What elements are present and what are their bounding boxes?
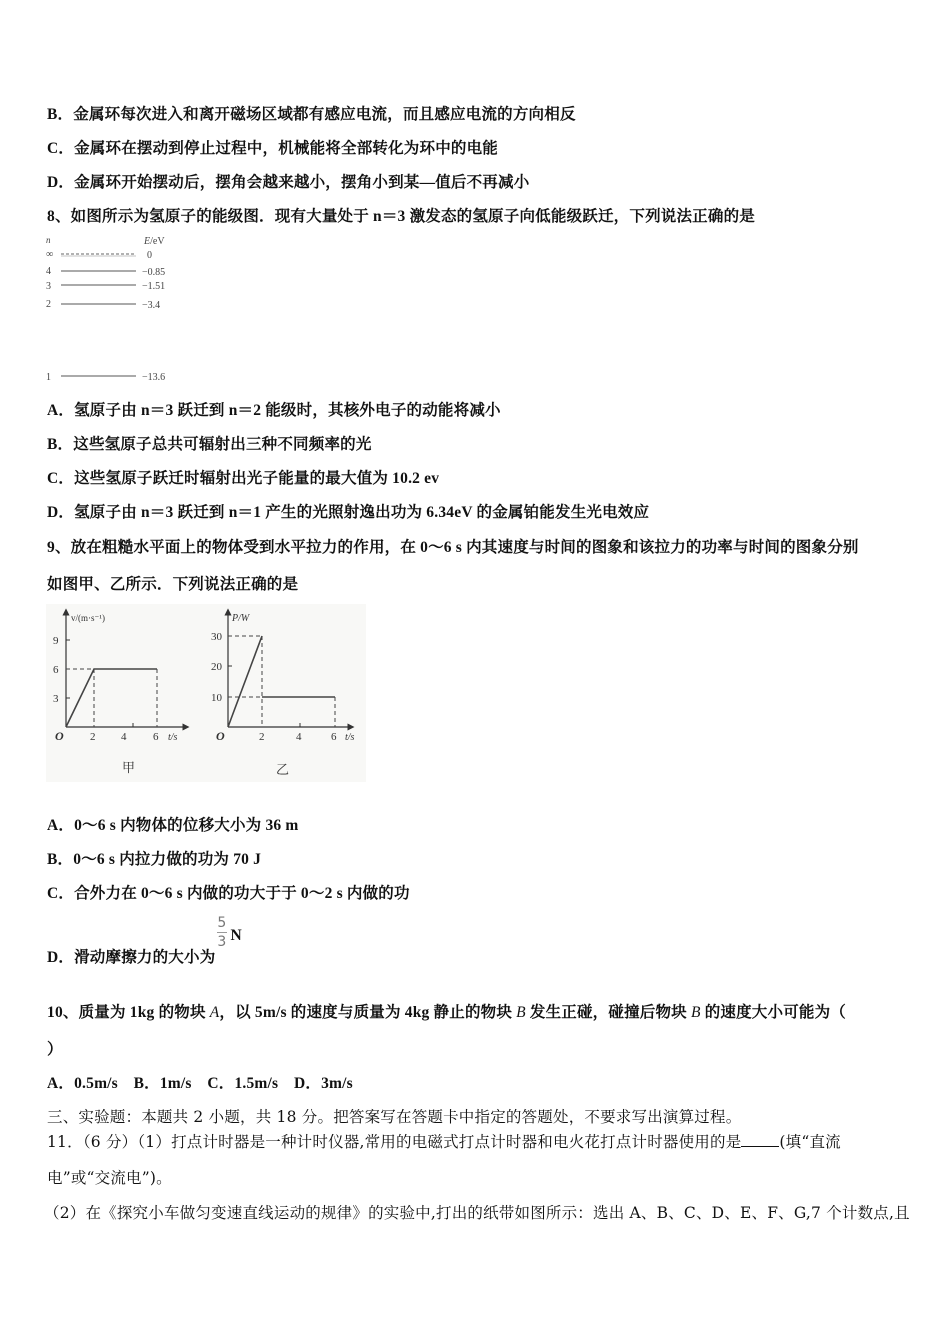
y-tick-3: 3 <box>53 693 59 705</box>
level-n-3: 3 <box>46 281 51 292</box>
q8-option-c <box>47 466 439 488</box>
var-a: A <box>209 1004 220 1021</box>
option-text: 合外力在 0～6 s 内做的功大于于 0～2 s 内做的功 <box>74 885 410 902</box>
option-text: 0～6 s 内拉力做的功为 70 J <box>73 851 262 868</box>
level-n-inf: ∞ <box>46 249 54 260</box>
level-e-2: −3.4 <box>142 300 161 311</box>
q9-option-c <box>47 881 410 903</box>
graph-caption: 乙 <box>276 762 290 777</box>
option-text: 金属环开始摆动后，摆角会越来越小，摆角小到某—值后不再减小 <box>74 174 530 191</box>
option-label: A． <box>47 402 75 419</box>
q10-stem: 10、质量为 1kg 的物块 A，以 5m/s 的速度与质量为 4kg 静止的物块 B 发生正碰，碰撞后物块 B 的速度大小可能为（ <box>47 1004 847 1021</box>
option-text: 这些氢原子跃迁时辐射出光子能量的最大值为 10.2 ev <box>74 470 440 487</box>
graph-caption: 甲 <box>122 760 136 775</box>
option-label: D． <box>47 949 75 967</box>
option-text: 氢原子由 n＝3 跃迁到 n＝1 产生的光照射逸出功为 6.34eV 的金属铂能发生光电效应 <box>74 504 650 521</box>
fraction-5-3: $\frac{5}{3}$ <box>217 915 227 950</box>
answer-blank[interactable] <box>741 1132 779 1147</box>
graph-yi <box>206 604 366 782</box>
power-ramp-line <box>228 636 262 727</box>
q8-stem: 8、如图所示为氢原子的能级图．现有大量处于 n＝3 激发态的氢原子向低能级跃迁，下列说法正确的是 <box>47 208 755 225</box>
q7-option-b <box>47 102 576 124</box>
option-label: B． <box>47 436 74 453</box>
option-label: C． <box>47 885 75 902</box>
q8-option-b <box>47 432 372 454</box>
q9-option-a <box>47 813 299 835</box>
q7-option-d <box>47 170 529 192</box>
velocity-line <box>66 669 157 727</box>
level-n-4: 4 <box>46 266 51 277</box>
x-tick-4: 4 <box>296 731 302 743</box>
option-text: 这些氢原子总共可辐射出三种不同频率的光 <box>73 436 372 453</box>
x-tick-6: 6 <box>331 731 337 743</box>
y-tick-6: 6 <box>53 664 59 676</box>
level-n-1: 1 <box>46 372 51 383</box>
e-axis-label: E/eV <box>144 236 165 247</box>
q9-stem-line2: 如图甲、乙所示．下列说法正确的是 <box>47 576 299 593</box>
option-label: A． <box>47 817 75 834</box>
option-label: C． <box>47 140 75 157</box>
q11-part2: （2）在《探究小车做匀变速直线运动的规律》的实验中,打出的纸带如图所示：选出 A、B、C、D、E、F、G,7 个计数点,且 <box>44 1204 910 1222</box>
q9-option-b <box>47 847 261 869</box>
x-tick-4: 4 <box>121 731 127 743</box>
q11-part1: 11．（6 分）（1）打点计时器是一种计时仪器,常用的电磁式打点计时器和电火花打点计时器使用的是 (填“直流 <box>47 1133 841 1151</box>
var-b: B <box>516 1004 526 1021</box>
q9-stem-line1: 9、放在粗糙水平面上的物体受到水平拉力的作用，在 0～6 s 内其速度与时间的图象和该拉力的功率与时间的图象分别 <box>47 539 859 556</box>
var-b: B <box>690 1004 701 1021</box>
y-axis-label: P/W <box>232 613 250 624</box>
y-tick-10: 10 <box>211 692 222 704</box>
level-e-3: −1.51 <box>142 281 166 292</box>
option-label: C． <box>47 470 75 487</box>
q9-graphs <box>46 604 366 782</box>
option-text: 金属环在摆动到停止过程中，机械能将全部转化为环中的电能 <box>74 140 498 157</box>
x-tick-6: 6 <box>153 731 159 743</box>
level-e-4: −0.85 <box>142 267 166 278</box>
option-text: 氢原子由 n＝3 跃迁到 n＝2 能级时，其核外电子的动能将减小 <box>74 402 501 419</box>
section3-heading: 三、实验题：本题共 2 小题，共 18 分。把答案写在答题卡中指定的答题处，不要求写出演算过程。 <box>47 1108 742 1126</box>
q8-option-d <box>47 500 649 522</box>
q8-option-a <box>47 398 501 420</box>
y-tick-20: 20 <box>211 661 222 673</box>
option-label: D． <box>47 174 75 191</box>
n-axis-label: n <box>46 235 51 245</box>
energy-level-diagram <box>44 234 194 384</box>
x-axis-label: t/s <box>345 732 355 743</box>
q7-option-c <box>47 136 498 158</box>
q11-part1-line2: 电”或“交流电”)。 <box>47 1169 172 1187</box>
y-tick-9: 9 <box>53 635 59 647</box>
x-axis-label: t/s <box>168 732 178 743</box>
origin-label: O <box>55 729 64 743</box>
option-label: B． <box>47 851 74 868</box>
level-n-2: 2 <box>46 299 51 310</box>
level-e-inf: 0 <box>147 250 152 261</box>
option-label: D． <box>47 504 75 521</box>
option-text: 滑动摩擦力的大小为 <box>74 949 216 967</box>
q10-stem-close: ） <box>47 1041 63 1058</box>
x-tick-2: 2 <box>259 731 265 743</box>
q9-option-d: D．滑动摩擦力的大小为 $\frac{5}{3}$ N <box>47 915 242 967</box>
x-tick-2: 2 <box>90 731 96 743</box>
q10-options: A．0.5m/s B．1m/s C．1.5m/s D．3m/s <box>47 1075 353 1092</box>
level-e-1: −13.6 <box>142 372 166 383</box>
graph-jia <box>46 604 206 782</box>
option-text: 0～6 s 内物体的位移大小为 36 m <box>74 817 299 834</box>
option-text: 金属环每次进入和离开磁场区域都有感应电流，而且感应电流的方向相反 <box>73 106 576 123</box>
y-axis-label: v/(m·s⁻¹) <box>71 613 105 623</box>
y-tick-30: 30 <box>211 631 222 643</box>
origin-label: O <box>216 729 225 743</box>
option-label: B． <box>47 106 74 123</box>
